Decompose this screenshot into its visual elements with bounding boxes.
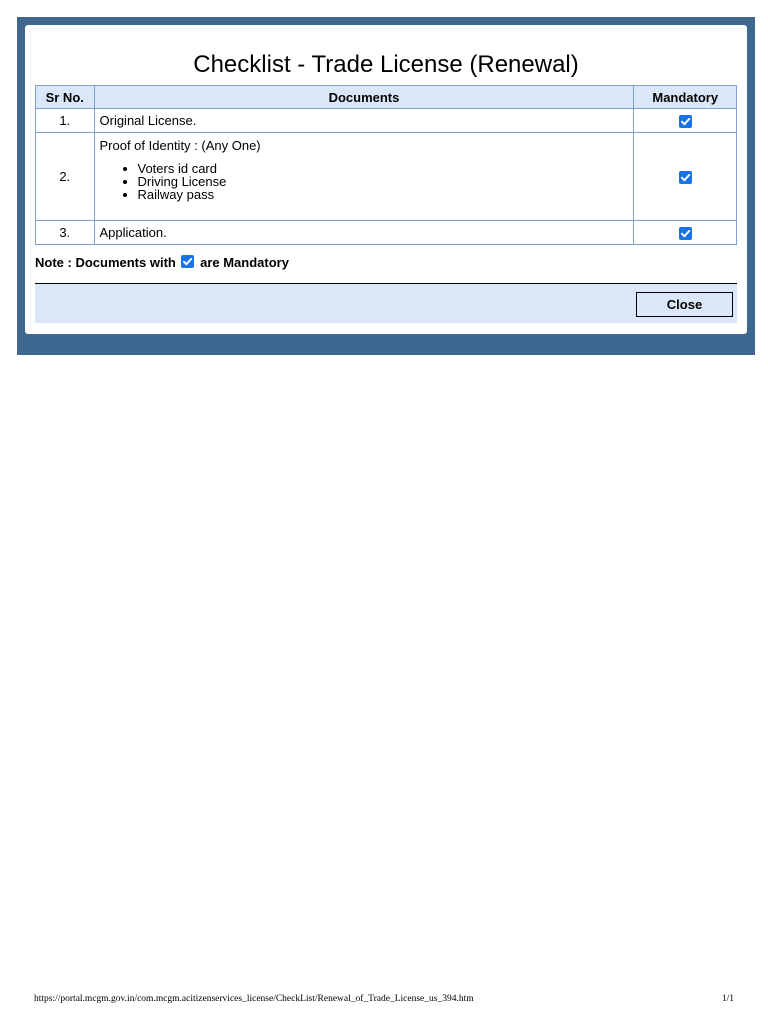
checked-checkbox-icon[interactable] — [679, 115, 692, 128]
list-item: • Voters id card — [138, 162, 634, 175]
header-sr-no: Sr No. — [36, 86, 95, 109]
list-item: • Railway pass — [138, 188, 634, 201]
header-documents: Documents — [94, 86, 634, 109]
row-document-title: Proof of Identity : (Any One) — [99, 138, 261, 153]
row-mandatory-cell — [634, 221, 737, 245]
checklist-table — [35, 85, 737, 245]
checked-checkbox-icon[interactable] — [679, 227, 692, 240]
page-title: Checklist - Trade License (Renewal) — [193, 51, 579, 78]
row-sr-no: 3. — [36, 221, 95, 245]
row-sr-no: 1. — [36, 109, 95, 133]
row-mandatory-cell — [634, 133, 737, 221]
close-button[interactable]: Close — [636, 292, 733, 317]
header-mandatory: Mandatory — [634, 86, 737, 109]
row-document: Application. — [94, 221, 634, 245]
dialog-frame — [17, 17, 755, 355]
row-document — [94, 133, 634, 221]
identity-proof-list — [100, 162, 634, 201]
table-header-row — [36, 86, 737, 109]
print-footer-url: https://portal.mcgm.gov.in/com.mcgm.acitizenservices_license/CheckList/Renewal_of_Trade_License_us_394.htm — [34, 994, 474, 1004]
table-row — [36, 133, 737, 221]
checklist-panel — [25, 25, 747, 334]
note-prefix: Note : Documents with — [35, 255, 176, 270]
list-item: • Driving License — [138, 175, 634, 188]
table-row — [36, 109, 737, 133]
row-document: Original License. — [94, 109, 634, 133]
print-footer-page-number: 1/1 — [721, 994, 734, 1004]
table-row — [36, 221, 737, 245]
row-mandatory-cell — [634, 109, 737, 133]
note-suffix: are Mandatory — [200, 255, 289, 270]
row-sr-no: 2. — [36, 133, 95, 221]
checked-checkbox-icon — [181, 255, 194, 268]
mandatory-note — [35, 255, 289, 270]
dialog-footer — [35, 283, 737, 323]
checked-checkbox-icon[interactable] — [679, 171, 692, 184]
